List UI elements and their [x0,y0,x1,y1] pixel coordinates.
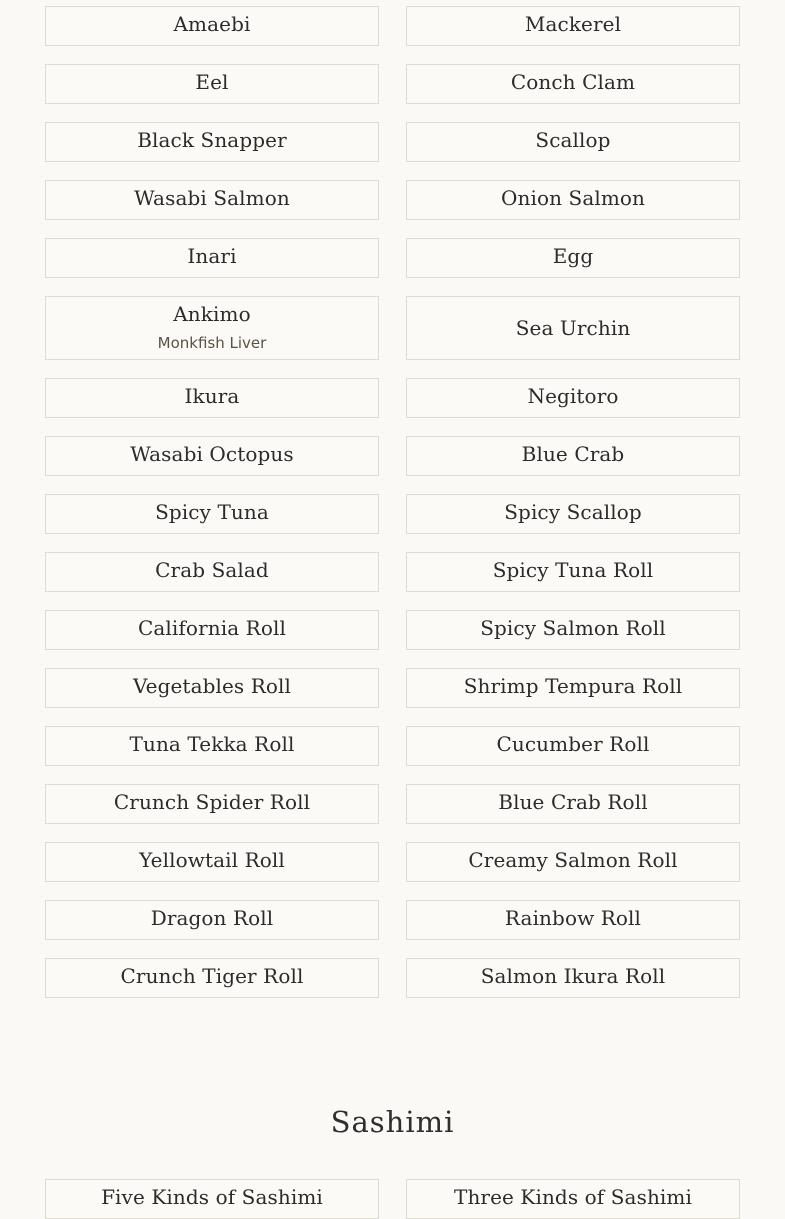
menu-item-name: Crunch Tiger Roll [120,964,304,988]
menu-item-name: Amaebi [173,12,251,36]
menu-item-name: Scallop [535,128,611,152]
menu-item-name: Shrimp Tempura Roll [463,674,683,698]
menu-item-name: Onion Salmon [500,186,646,210]
menu-item-name: Creamy Salmon Roll [468,848,678,872]
menu-item-name: Spicy Salmon Roll [480,616,666,640]
menu-item-mackerel[interactable] [406,6,740,46]
sashimi-item-grid [45,1179,740,1219]
menu-item-name: Three Kinds of Sashimi [454,1185,692,1209]
menu-item-name: Spicy Tuna [155,500,269,524]
menu-item-conch-clam[interactable] [406,64,740,104]
menu-item-wasabi-octopus[interactable] [45,436,379,476]
menu-item-creamy-salmon-roll[interactable] [406,842,740,882]
menu-item-name: Inari [187,244,237,268]
menu-item-crunch-spider-roll[interactable] [45,784,379,824]
menu-item-yellowtail-roll[interactable] [45,842,379,882]
menu-item-name: Ankimo [173,302,251,326]
menu-item-crunch-tiger-roll[interactable] [45,958,379,998]
menu-item-name: Sea Urchin [515,316,631,340]
menu-item-onion-salmon[interactable] [406,180,740,220]
menu-item-name: Cucumber Roll [496,732,650,756]
menu-item-scallop[interactable] [406,122,740,162]
menu-item-three-kinds-of-sashimi[interactable] [406,1179,740,1219]
menu-item-name: California Roll [138,616,286,640]
menu-item-name: Dragon Roll [150,906,274,930]
menu-item-egg[interactable] [406,238,740,278]
menu-item-name: Spicy Scallop [504,500,642,524]
menu-item-tuna-tekka-roll[interactable] [45,726,379,766]
menu-item-black-snapper[interactable] [45,122,379,162]
menu-item-name: Blue Crab [521,442,625,466]
menu-item-name: Vegetables Roll [132,674,292,698]
menu-item-eel[interactable] [45,64,379,104]
menu-item-rainbow-roll[interactable] [406,900,740,940]
menu-item-name: Wasabi Octopus [130,442,294,466]
menu-item-name: Egg [552,244,594,268]
menu-item-salmon-ikura-roll[interactable] [406,958,740,998]
menu-item-dragon-roll[interactable] [45,900,379,940]
menu-item-subtitle: Monkfish Liver [157,334,267,352]
menu-item-spicy-salmon-roll[interactable] [406,610,740,650]
menu-item-name: Rainbow Roll [504,906,642,930]
menu-item-name: Mackerel [524,12,622,36]
menu-item-negitoro[interactable] [406,378,740,418]
menu-item-name: Negitoro [527,384,619,408]
menu-item-vegetables-roll[interactable] [45,668,379,708]
menu-item-amaebi[interactable] [45,6,379,46]
menu-item-blue-crab[interactable] [406,436,740,476]
menu-item-name: Five Kinds of Sashimi [101,1185,323,1209]
menu-item-name: Blue Crab Roll [498,790,648,814]
menu-item-spicy-scallop[interactable] [406,494,740,534]
section-title-sashimi: Sashimi [330,1105,455,1139]
menu-item-name: Conch Clam [510,70,636,94]
menu-item-sea-urchin[interactable] [406,296,740,360]
menu-item-name: Tuna Tekka Roll [129,732,295,756]
menu-item-ankimo[interactable] [45,296,379,360]
menu-item-ikura[interactable] [45,378,379,418]
menu-item-crab-salad[interactable] [45,552,379,592]
menu-item-cucumber-roll[interactable] [406,726,740,766]
menu-item-name: Salmon Ikura Roll [480,964,666,988]
menu-item-spicy-tuna[interactable] [45,494,379,534]
menu-item-name: Yellowtail Roll [139,848,285,872]
menu-item-name: Wasabi Salmon [134,186,290,210]
menu-item-shrimp-tempura-roll[interactable] [406,668,740,708]
menu-item-blue-crab-roll[interactable] [406,784,740,824]
menu-item-grid [45,6,740,998]
menu-item-name: Crunch Spider Roll [113,790,311,814]
menu-item-five-kinds-of-sashimi[interactable] [45,1179,379,1219]
menu-item-name: Eel [195,70,229,94]
menu-item-spicy-tuna-roll[interactable] [406,552,740,592]
menu-item-name: Crab Salad [155,558,269,582]
menu-item-name: Ikura [184,384,240,408]
menu-item-wasabi-salmon[interactable] [45,180,379,220]
menu-item-california-roll[interactable] [45,610,379,650]
menu-item-name: Black Snapper [137,128,287,152]
menu-item-inari[interactable] [45,238,379,278]
menu-item-name: Spicy Tuna Roll [492,558,654,582]
